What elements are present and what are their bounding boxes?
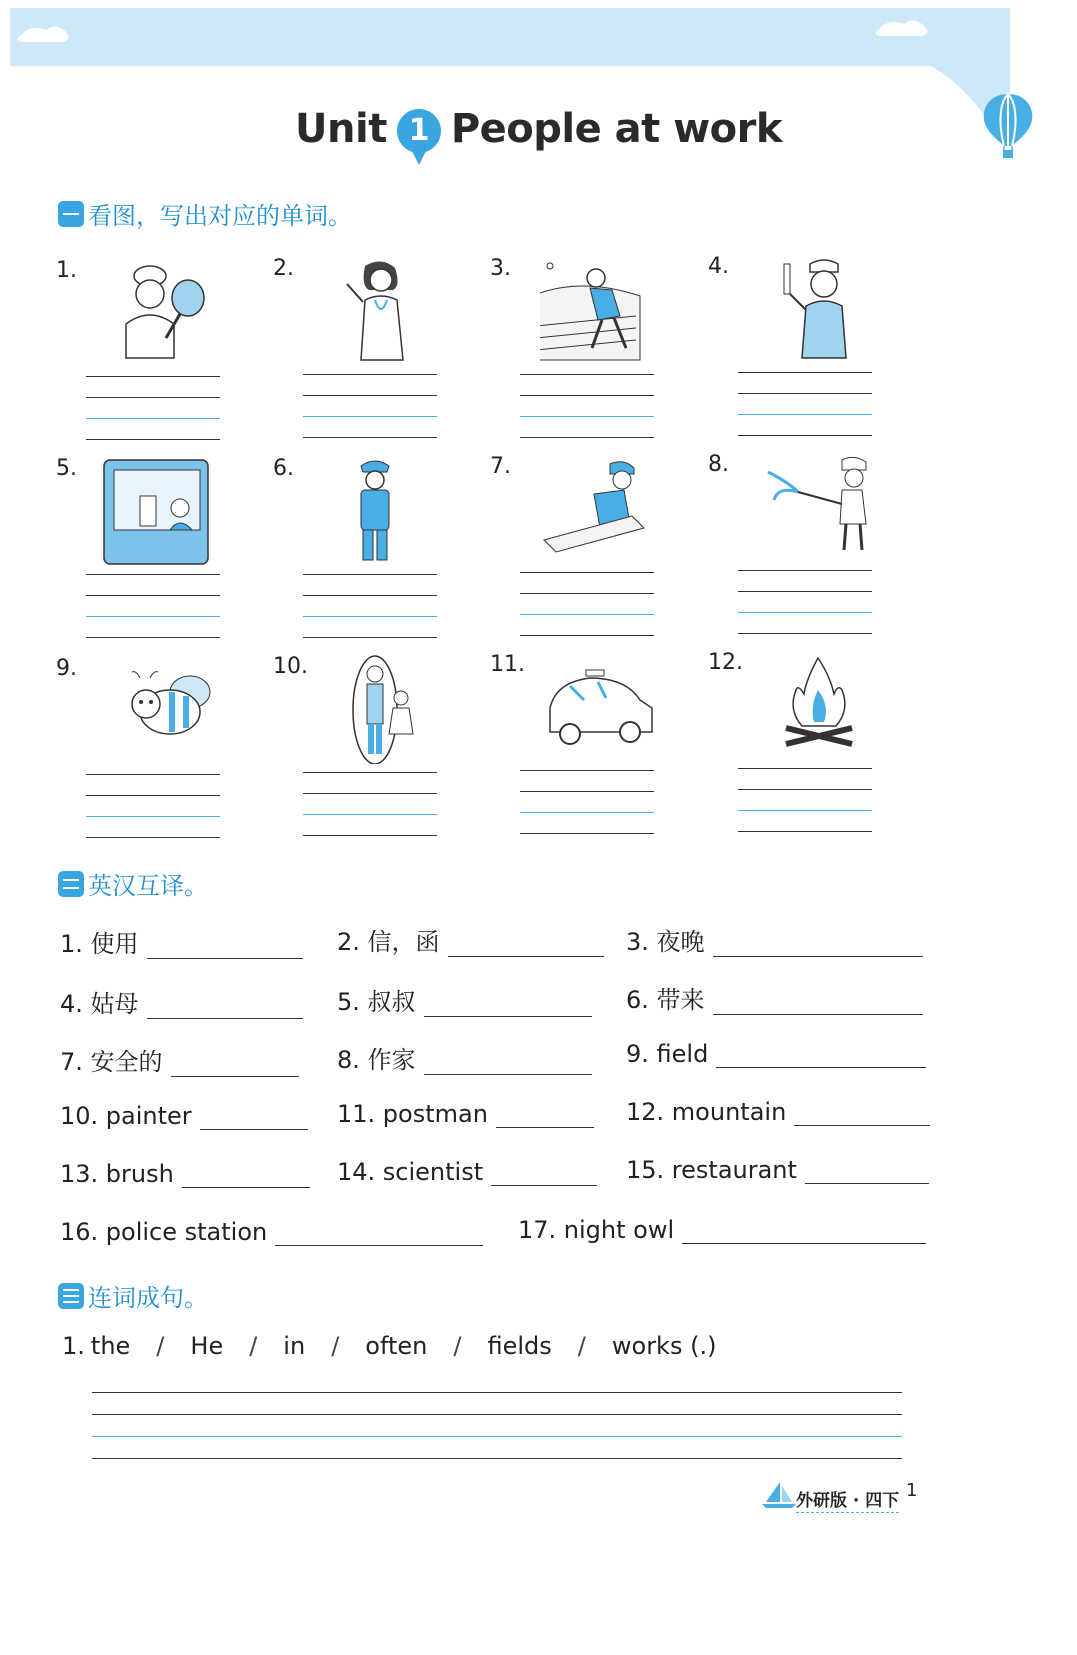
question-number: 1. — [62, 1332, 85, 1360]
answer-lines[interactable] — [520, 770, 654, 854]
answer-blank[interactable] — [794, 1101, 930, 1126]
answer-blank[interactable] — [171, 1052, 299, 1077]
page-footer — [762, 1476, 942, 1512]
answer-blank[interactable] — [448, 932, 604, 957]
answer-lines[interactable] — [520, 374, 654, 458]
word-separator: / — [577, 1332, 586, 1360]
answer-blank[interactable] — [182, 1163, 310, 1188]
picture-number: 2. — [273, 256, 294, 281]
answer-blank[interactable] — [424, 992, 592, 1017]
nurse-icon — [758, 254, 878, 364]
answer-lines[interactable] — [303, 574, 437, 658]
sailboat-icon — [762, 1480, 796, 1510]
picture-item — [708, 452, 918, 652]
picture-item — [56, 258, 266, 458]
word-token: fields — [487, 1332, 552, 1360]
answer-lines[interactable] — [738, 372, 872, 456]
word-separator: / — [331, 1332, 340, 1360]
translation-label: 12. mountain — [626, 1098, 787, 1126]
picture-number: 9. — [56, 656, 77, 681]
picture-number: 7. — [490, 454, 511, 479]
section1-heading — [58, 196, 352, 231]
firefighter-icon — [758, 452, 878, 562]
answer-blank[interactable] — [275, 1221, 483, 1246]
translation-item — [626, 1098, 930, 1126]
section2-heading-text: 英汉互译。 — [88, 872, 208, 900]
answer-blank[interactable] — [424, 1050, 592, 1075]
answer-blank[interactable] — [200, 1105, 308, 1130]
word-token: the — [90, 1332, 131, 1360]
answer-lines[interactable] — [738, 570, 872, 654]
answer-blank[interactable] — [496, 1103, 594, 1128]
translation-item — [626, 1156, 929, 1184]
answer-blank[interactable] — [147, 934, 303, 959]
translation-item — [337, 1040, 592, 1075]
picture-item — [273, 456, 483, 656]
section3-heading-text: 连词成句。 — [88, 1284, 208, 1312]
translation-label: 7. 安全的 — [60, 1048, 163, 1076]
translation-label: 1. 使用 — [60, 930, 139, 958]
answer-lines[interactable] — [520, 572, 654, 656]
picture-number: 6. — [273, 456, 294, 481]
translation-label: 9. field — [626, 1040, 709, 1068]
translation-item — [518, 1216, 926, 1244]
unit-word: Unit — [295, 106, 387, 152]
answer-lines[interactable] — [303, 772, 437, 856]
bus-driver-icon — [100, 456, 220, 566]
picture-number: 11. — [490, 652, 525, 677]
translation-item — [626, 922, 923, 957]
section2-heading — [58, 866, 208, 901]
word-token: in — [283, 1332, 306, 1360]
section1-heading-text: 看图，写出对应的单词。 — [88, 202, 352, 230]
sentence-answer-lines[interactable] — [92, 1392, 902, 1480]
translation-label: 14. scientist — [337, 1158, 484, 1186]
answer-lines[interactable] — [738, 768, 872, 852]
section-one-icon — [58, 201, 84, 227]
chef-icon — [106, 258, 226, 368]
translation-item — [626, 1040, 926, 1068]
translation-label: 17. night owl — [518, 1216, 675, 1244]
translation-item — [626, 980, 923, 1015]
translation-item — [60, 1042, 299, 1077]
section-two-icon — [58, 871, 84, 897]
answer-blank[interactable] — [682, 1219, 926, 1244]
word-order-row — [62, 1332, 716, 1360]
translation-label: 13. brush — [60, 1160, 174, 1188]
translation-label: 5. 叔叔 — [337, 988, 416, 1016]
translation-item — [60, 1160, 310, 1188]
picture-number: 1. — [56, 258, 77, 283]
answer-blank[interactable] — [713, 932, 923, 957]
page-number: 1 — [906, 1480, 918, 1501]
translation-label: 6. 带来 — [626, 986, 705, 1014]
answer-blank[interactable] — [805, 1159, 929, 1184]
farmer-icon — [540, 256, 660, 366]
picture-item — [490, 652, 700, 852]
word-separator: / — [249, 1332, 258, 1360]
picture-item — [708, 254, 918, 454]
picture-number: 5. — [56, 456, 77, 481]
translation-item — [60, 924, 303, 959]
word-separator: / — [156, 1332, 165, 1360]
translation-label: 16. police station — [60, 1218, 268, 1246]
section-three-icon — [58, 1283, 84, 1309]
answer-lines[interactable] — [86, 574, 220, 658]
answer-blank[interactable] — [713, 990, 923, 1015]
translation-label: 8. 作家 — [337, 1046, 416, 1074]
picture-item — [273, 256, 483, 456]
taxi-icon — [540, 652, 660, 762]
picture-item — [273, 654, 483, 854]
translation-label: 10. painter — [60, 1102, 192, 1130]
page-title — [0, 106, 1077, 153]
police-officer-icon — [323, 456, 443, 566]
translation-label: 11. postman — [337, 1100, 488, 1128]
section3-heading — [58, 1278, 208, 1313]
translation-label: 4. 姑母 — [60, 990, 139, 1018]
picture-number: 10. — [273, 654, 308, 679]
answer-lines[interactable] — [86, 376, 220, 460]
word-token: works (.) — [611, 1332, 717, 1360]
translation-label: 2. 信，函 — [337, 928, 440, 956]
publisher-label: 外研版 · 四下 — [796, 1486, 899, 1513]
parent-child-icon — [323, 654, 443, 764]
answer-lines[interactable] — [303, 374, 437, 458]
picture-number: 4. — [708, 254, 729, 279]
translation-item — [337, 1100, 594, 1128]
picture-number: 8. — [708, 452, 729, 477]
answer-lines[interactable] — [86, 774, 220, 858]
word-token: He — [190, 1332, 224, 1360]
answer-blank[interactable] — [491, 1161, 597, 1186]
answer-blank[interactable] — [716, 1043, 926, 1068]
translation-item — [60, 1102, 308, 1130]
picture-item — [490, 256, 700, 456]
picture-item — [56, 456, 266, 656]
picture-number: 12. — [708, 650, 743, 675]
translation-item — [60, 984, 303, 1019]
translation-item — [337, 1158, 597, 1186]
unit-title: People at work — [450, 106, 782, 152]
bee-icon — [106, 656, 226, 766]
worker-icon — [540, 454, 660, 564]
translation-item — [337, 982, 592, 1017]
picture-item — [708, 650, 918, 850]
word-token: often — [365, 1332, 428, 1360]
picture-item — [56, 656, 266, 856]
translation-item — [337, 922, 604, 957]
fire-icon — [758, 650, 878, 760]
word-separator: / — [453, 1332, 462, 1360]
picture-number: 3. — [490, 256, 511, 281]
picture-item — [490, 454, 700, 654]
doctor-icon — [323, 256, 443, 366]
answer-blank[interactable] — [147, 994, 303, 1019]
translation-label: 3. 夜晚 — [626, 928, 705, 956]
translation-label: 15. restaurant — [626, 1156, 797, 1184]
translation-item — [60, 1218, 483, 1246]
unit-number-badge: 1 — [397, 109, 441, 153]
